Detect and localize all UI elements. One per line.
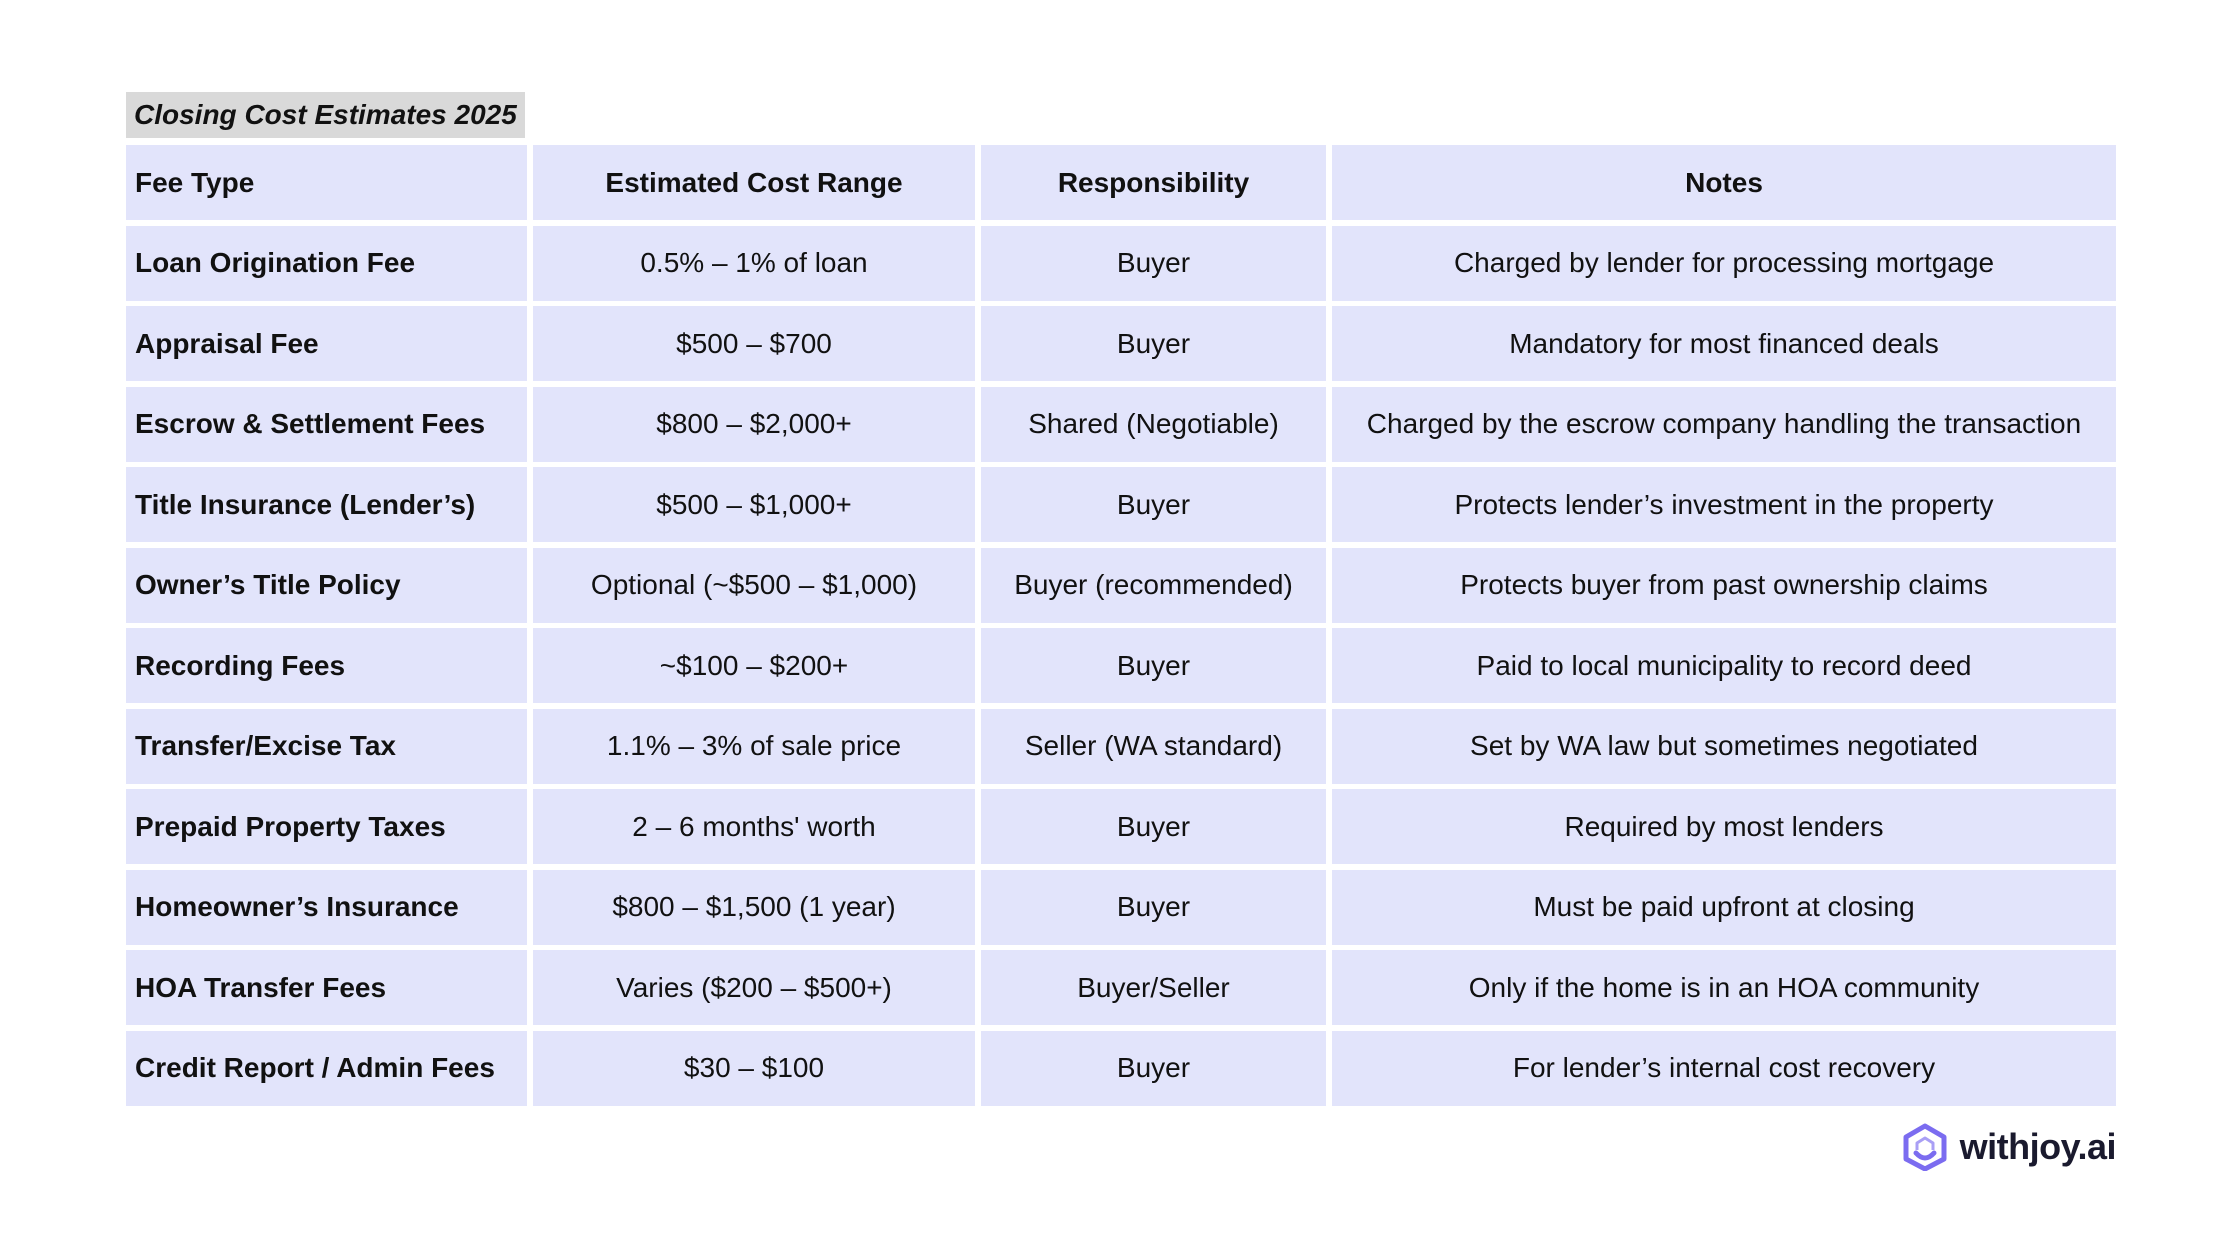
fee-type-cell: Escrow & Settlement Fees — [126, 387, 527, 462]
closing-cost-table — [126, 145, 2116, 1106]
notes-cell: Only if the home is in an HOA community — [1332, 950, 2116, 1025]
responsibility-cell: Buyer — [981, 789, 1326, 864]
fee-type-cell: Homeowner’s Insurance — [126, 870, 527, 945]
house-logo-icon — [1902, 1123, 1948, 1171]
responsibility-cell: Buyer — [981, 306, 1326, 381]
fee-type-cell: Owner’s Title Policy — [126, 548, 527, 623]
cost-range-cell: $500 – $1,000+ — [533, 467, 975, 542]
cost-range-cell: 1.1% – 3% of sale price — [533, 709, 975, 784]
cost-range-cell: $500 – $700 — [533, 306, 975, 381]
fee-type-cell: Credit Report / Admin Fees — [126, 1031, 527, 1106]
cost-range-cell: Optional (~$500 – $1,000) — [533, 548, 975, 623]
notes-cell: Charged by the escrow company handling the transaction — [1332, 387, 2116, 462]
notes-cell: Must be paid upfront at closing — [1332, 870, 2116, 945]
fee-type-cell: HOA Transfer Fees — [126, 950, 527, 1025]
responsibility-cell: Buyer — [981, 1031, 1326, 1106]
responsibility-cell: Buyer/Seller — [981, 950, 1326, 1025]
responsibility-cell: Buyer — [981, 870, 1326, 945]
notes-cell: For lender’s internal cost recovery — [1332, 1031, 2116, 1106]
cost-range-cell: 2 – 6 months' worth — [533, 789, 975, 864]
column-header-fee-type: Fee Type — [126, 145, 527, 220]
cost-range-cell: 0.5% – 1% of loan — [533, 226, 975, 301]
notes-cell: Paid to local municipality to record deed — [1332, 628, 2116, 703]
responsibility-cell: Buyer — [981, 467, 1326, 542]
responsibility-cell: Shared (Negotiable) — [981, 387, 1326, 462]
column-header-cost-range: Estimated Cost Range — [533, 145, 975, 220]
cost-range-cell: $30 – $100 — [533, 1031, 975, 1106]
responsibility-cell: Buyer — [981, 226, 1326, 301]
notes-cell: Protects buyer from past ownership claims — [1332, 548, 2116, 623]
cost-range-cell: $800 – $1,500 (1 year) — [533, 870, 975, 945]
fee-type-cell: Appraisal Fee — [126, 306, 527, 381]
brand-logo — [1902, 1120, 2116, 1174]
responsibility-cell: Buyer — [981, 628, 1326, 703]
notes-cell: Mandatory for most financed deals — [1332, 306, 2116, 381]
fee-type-cell: Loan Origination Fee — [126, 226, 527, 301]
responsibility-cell: Seller (WA standard) — [981, 709, 1326, 784]
notes-cell: Charged by lender for processing mortgage — [1332, 226, 2116, 301]
cost-range-cell: $800 – $2,000+ — [533, 387, 975, 462]
notes-cell: Required by most lenders — [1332, 789, 2116, 864]
fee-type-cell: Title Insurance (Lender’s) — [126, 467, 527, 542]
column-header-notes: Notes — [1332, 145, 2116, 220]
fee-type-cell: Prepaid Property Taxes — [126, 789, 527, 864]
notes-cell: Set by WA law but sometimes negotiated — [1332, 709, 2116, 784]
cost-range-cell: Varies ($200 – $500+) — [533, 950, 975, 1025]
cost-range-cell: ~$100 – $200+ — [533, 628, 975, 703]
fee-type-cell: Transfer/Excise Tax — [126, 709, 527, 784]
brand-name: withjoy.ai — [1959, 1126, 2116, 1167]
page-title: Closing Cost Estimates 2025 — [126, 92, 525, 138]
column-header-responsibility: Responsibility — [981, 145, 1326, 220]
notes-cell: Protects lender’s investment in the property — [1332, 467, 2116, 542]
responsibility-cell: Buyer (recommended) — [981, 548, 1326, 623]
fee-type-cell: Recording Fees — [126, 628, 527, 703]
